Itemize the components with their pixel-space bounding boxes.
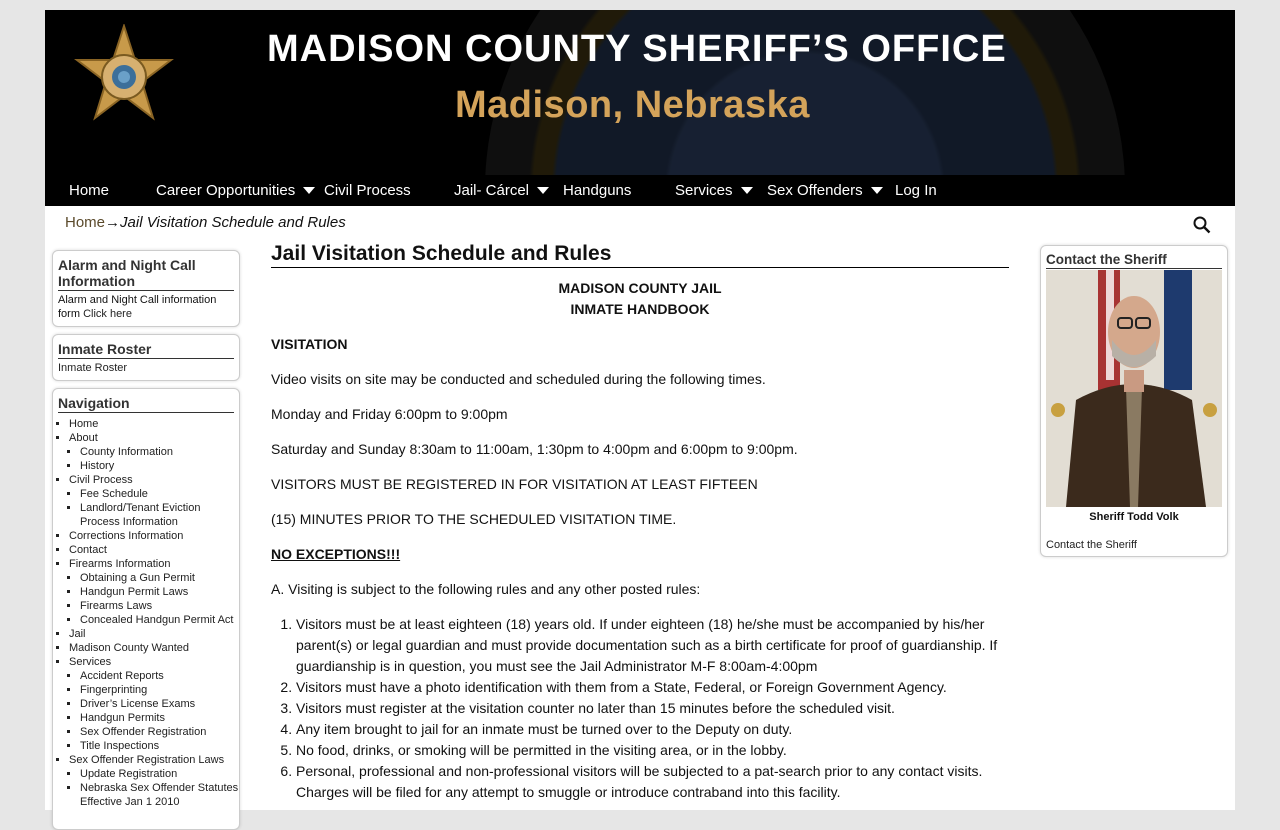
nav-link-sor[interactable]: Sex Offender Registration: [80, 726, 207, 738]
list-item[interactable]: [69, 557, 239, 627]
nav-link-update-reg[interactable]: Update Registration: [80, 768, 178, 780]
list-item[interactable]: [80, 599, 239, 613]
handbook-heading: [271, 278, 1009, 320]
inmate-roster-link[interactable]: Inmate Roster: [58, 362, 128, 374]
nav-link-title-insp[interactable]: Title Inspections: [80, 740, 160, 752]
nav-link-drivers[interactable]: Driver’s License Exams: [80, 698, 196, 710]
rules-list: [271, 614, 1009, 803]
paragraph-video-visits: Video visits on site may be conducted and scheduled during the following times.: [271, 371, 766, 387]
list-item[interactable]: [80, 585, 239, 599]
list-item[interactable]: [69, 529, 239, 543]
alarm-widget-text: [58, 293, 234, 321]
nav-link-sor-laws[interactable]: Sex Offender Registration Laws: [69, 754, 225, 766]
page-title: Jail Visitation Schedule and Rules: [271, 242, 1009, 268]
nav-link-home[interactable]: Home: [69, 418, 99, 430]
list-item: 6. Personal, professional and non-professional visitors will be subjected to a pat-search prior to any contact visits. Charges will be filed for any attempt to smuggle or introduce contraband into this facility.: [296, 761, 1009, 803]
list-item[interactable]: [69, 431, 239, 473]
list-item[interactable]: [69, 655, 239, 753]
list-item[interactable]: [69, 473, 239, 529]
nav-link-history[interactable]: History: [80, 460, 115, 472]
list-item: 2. Visitors must have a photo identification with them from a State, Federal, or Foreign Government Agency.: [296, 677, 1009, 698]
alarm-text: Alarm and Night Call information form: [58, 294, 217, 320]
nav-link-fee-schedule[interactable]: Fee Schedule: [80, 488, 148, 500]
list-item[interactable]: [80, 669, 239, 683]
list-item[interactable]: [80, 487, 239, 501]
inmate-roster-widget: [52, 334, 240, 381]
main-nav: [45, 175, 1235, 206]
nav-handguns[interactable]: [563, 175, 631, 206]
contact-sheriff-widget: [1040, 245, 1228, 557]
nav-log-in-label: Log In: [895, 182, 937, 199]
main-content: [271, 242, 1009, 803]
nav-sublist: [69, 669, 239, 753]
chevron-down-icon: [303, 187, 315, 194]
list-item[interactable]: [80, 739, 239, 753]
nav-link-firearms-laws[interactable]: Firearms Laws: [80, 600, 153, 612]
nav-sublist: [69, 767, 239, 809]
paragraph-weekday-hours: Monday and Friday 6:00pm to 9:00pm: [271, 406, 508, 422]
alarm-click-here-link[interactable]: Click here: [83, 308, 132, 320]
list-item[interactable]: [80, 683, 239, 697]
nav-log-in[interactable]: [895, 175, 937, 206]
sheriff-portrait-icon: [1046, 270, 1222, 507]
list-item[interactable]: [80, 725, 239, 739]
nav-link-landlord[interactable]: Landlord/Tenant Eviction Process Information: [80, 502, 201, 528]
navigation-list: [53, 417, 239, 809]
nav-link-jail[interactable]: Jail: [69, 628, 86, 640]
contact-sheriff-link[interactable]: Contact the Sheriff: [1046, 539, 1137, 551]
nav-home-label: Home: [69, 182, 110, 199]
nav-link-handgun-laws[interactable]: Handgun Permit Laws: [80, 586, 189, 598]
nav-career-opportunities[interactable]: [156, 175, 315, 206]
site-title: MADISON COUNTY SHERIFF’S OFFICE: [267, 28, 1007, 70]
nav-home[interactable]: [69, 175, 109, 206]
list-item[interactable]: [80, 613, 239, 627]
handbook-heading-line1: MADISON COUNTY JAIL: [558, 280, 722, 296]
nav-link-concealed[interactable]: Concealed Handgun Permit Act: [80, 614, 234, 626]
nav-sublist: [69, 571, 239, 627]
breadcrumb-home-link[interactable]: Home: [65, 214, 106, 231]
navigation-widget-title: Navigation: [58, 395, 234, 413]
breadcrumb: [65, 214, 346, 231]
alarm-widget: [52, 250, 240, 327]
nav-services-label: Services: [675, 182, 733, 199]
nav-link-corrections[interactable]: Corrections Information: [69, 530, 184, 542]
nav-link-county-info[interactable]: County Information: [80, 446, 173, 458]
contact-sheriff-title: Contact the Sheriff: [1046, 252, 1222, 269]
nav-link-ne-statutes[interactable]: Nebraska Sex Offender Statutes Effective Jan 1 2010: [80, 782, 239, 808]
sheriff-star-badge-icon[interactable]: [69, 24, 179, 134]
nav-sublist: [69, 445, 239, 473]
page-wrapper: [45, 10, 1235, 810]
list-item[interactable]: [80, 781, 239, 809]
chevron-down-icon: [871, 187, 883, 194]
nav-link-wanted[interactable]: Madison County Wanted: [69, 642, 190, 654]
list-item: 1. Visitors must be at least eighteen (18) years old. If under eighteen (18) he/she must be accompanied by his/her parent(s) or legal guardian and must provide documentation such as a birth certificate for proof of guardianship. If guardianship is in question, you must see the Jail Administrator M-F 8:00am-4:00pm: [296, 614, 1009, 677]
no-exceptions-text: NO EXCEPTIONS!!!: [271, 546, 401, 562]
nav-civil-label: Civil Process: [324, 182, 411, 199]
visitation-heading: VISITATION: [271, 336, 348, 352]
nav-link-about[interactable]: About: [69, 432, 98, 444]
nav-jail[interactable]: [454, 175, 549, 206]
list-item[interactable]: [80, 459, 239, 473]
handbook-heading-line2: INMATE HANDBOOK: [570, 301, 710, 317]
list-item: 4. Any item brought to jail for an inmate must be turned over to the Deputy on duty.: [296, 719, 1009, 740]
list-item[interactable]: [69, 641, 239, 655]
nav-jail-label: Jail- Cárcel: [454, 182, 530, 199]
sheriff-photo: [1046, 270, 1222, 507]
breadcrumb-separator: →: [105, 214, 121, 231]
list-item[interactable]: [69, 627, 239, 641]
nav-handguns-label: Handguns: [563, 182, 632, 199]
chevron-down-icon: [537, 187, 549, 194]
nav-link-accident[interactable]: Accident Reports: [80, 670, 164, 682]
nav-link-handgun-permits[interactable]: Handgun Permits: [80, 712, 165, 724]
nav-career-label: Career Opportunities: [156, 182, 296, 199]
nav-sublist: [69, 487, 239, 529]
paragraph-weekend-hours: Saturday and Sunday 8:30am to 11:00am, 1:30pm to 4:00pm and 6:00pm to 9:00pm.: [271, 441, 798, 457]
chevron-down-icon: [741, 187, 753, 194]
list-item[interactable]: [80, 571, 239, 585]
nav-services[interactable]: [675, 175, 753, 206]
nav-link-services[interactable]: Services: [69, 656, 112, 668]
list-item[interactable]: [80, 501, 239, 529]
alarm-widget-title: Alarm and Night Call Information: [58, 257, 234, 291]
nav-link-fingerprinting[interactable]: Fingerprinting: [80, 684, 148, 696]
site-subtitle: Madison, Nebraska: [455, 84, 810, 126]
list-item[interactable]: [80, 767, 239, 781]
list-item[interactable]: [69, 417, 239, 431]
breadcrumb-current: Jail Visitation Schedule and Rules: [120, 214, 346, 231]
paragraph-registration: VISITORS MUST BE REGISTERED IN FOR VISITATION AT LEAST FIFTEEN: [271, 476, 758, 492]
inmate-roster-wrap: [58, 361, 234, 375]
nav-link-firearms[interactable]: Firearms Information: [69, 558, 171, 570]
rules-intro: A. Visiting is subject to the following rules and any other posted rules:: [271, 581, 701, 597]
nav-sex-offenders[interactable]: [767, 175, 883, 206]
list-item[interactable]: [80, 697, 239, 711]
list-item[interactable]: [69, 543, 239, 557]
list-item[interactable]: [80, 711, 239, 725]
nav-link-gun-permit[interactable]: Obtaining a Gun Permit: [80, 572, 195, 584]
nav-link-contact[interactable]: Contact: [69, 544, 107, 556]
sheriff-caption: Sheriff Todd Volk: [1089, 511, 1179, 523]
navigation-widget: [52, 388, 240, 830]
list-item[interactable]: [80, 445, 239, 459]
nav-civil-process[interactable]: [324, 175, 411, 206]
site-banner: [45, 10, 1235, 175]
nav-sex-offenders-label: Sex Offenders: [767, 182, 863, 199]
list-item[interactable]: [69, 753, 239, 809]
list-item: 5. No food, drinks, or smoking will be permitted in the visiting area, or in the lobby.: [296, 740, 1009, 761]
nav-link-civil-process[interactable]: Civil Process: [69, 474, 133, 486]
list-item: 3. Visitors must register at the visitation counter no later than 15 minutes before the scheduled visit.: [296, 698, 1009, 719]
search-icon[interactable]: [1193, 216, 1211, 234]
inmate-roster-title: Inmate Roster: [58, 341, 234, 359]
paragraph-registration-time: (15) MINUTES PRIOR TO THE SCHEDULED VISITATION TIME.: [271, 511, 677, 527]
